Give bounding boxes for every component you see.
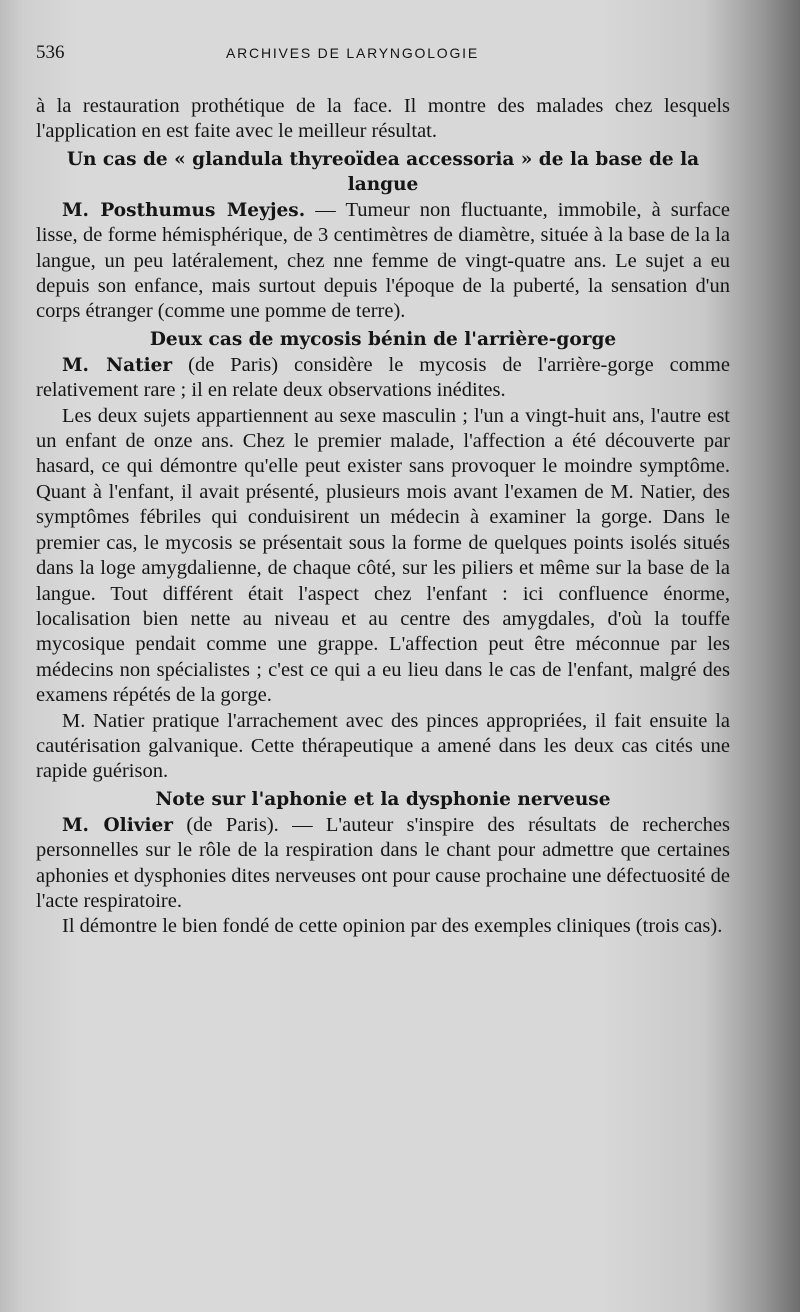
section-heading-mycosis: Deux cas de mycosis bénin de l'arrière-gorge <box>149 328 617 350</box>
paragraph-body: (de Paris). — L'auteur s'inspire des résultats de recherches personnelles sur le rôle de la respiration dans le chant pour admettre que certaines aphonies et dysphonies dites nerveuses ont pour cause prochaine une défectuosité de l'acte respiratoire. <box>36 813 730 912</box>
paragraph-treatment: M. Natier pratique l'arrachement avec des pinces appropriées, il fait ensuite la cautérisation galvanique. Cette thérapeutique a amené dans les deux cas cités une rapide guérison. <box>36 709 730 783</box>
paragraph-continuation: à la restauration prothétique de la face. Il montre des malades chez lesquels l'application en est faite avec le meilleur résultat. <box>36 95 730 143</box>
paragraph-natier-intro <box>36 353 730 404</box>
paragraph-conclusion: Il démontre le bien fondé de cette opinion par des exemples cliniques (trois cas). <box>62 915 723 938</box>
page-text <box>36 40 730 940</box>
speaker-name: M. Natier <box>62 354 173 376</box>
page-number: 536 <box>36 42 65 63</box>
paragraph-body: — Tumeur non fluctuante, immobile, à surface lisse, de forme hémisphérique, de 3 centimètres de diamètre, située à la base de la la langue, un peu latéralement, chez nne femme de vingt-quatre ans. Le sujet a eu depuis son enfance, mais surtout depuis l'époque de la puberté, la sensation d'un corps étranger (comme une pomme de terre). <box>36 198 730 323</box>
running-title: ARCHIVES DE LARYNGOLOGIE <box>226 45 480 61</box>
speaker-name: M. Posthumus Meyjes. <box>62 199 306 221</box>
paragraph-olivier <box>36 813 730 915</box>
page-header <box>36 40 730 80</box>
section-heading-aphonie: Note sur l'aphonie et la dysphonie nerveuse <box>155 788 611 810</box>
paragraph-two-subjects: Les deux sujets appartiennent au sexe masculin ; l'un a vingt-huit ans, l'autre est un enfant de onze ans. Chez le premier malade, l'affection a été découverte par hasard, ce qui démontre qu'elle peut exister sans provoquer le moindre symptôme. Quant à l'enfant, il avait présenté, plusieurs mois avant l'examen de M. Natier, des symptômes fébriles qui conduisirent un médecin à examiner la gorge. Dans le premier cas, le mycosis se présentait sous la forme de quelques points isolés situés dans la loge amygdalienne, de chaque côté, sur les piliers et même sur la base de la langue. Tout différent était l'aspect chez l'enfant : ici confluence énorme, localisation bien nette au niveau et au centre des amygdales, d'où la touffe mycosique pendait comme une grappe. L'affection peut être méconnue par les médecins non spécialistes ; c'est ce qui a eu lieu dans le cas de l'enfant, malgré des examens répétés de la gorge. <box>36 404 730 707</box>
paragraph-posthumus <box>36 198 730 325</box>
speaker-name: M. Olivier <box>62 814 174 836</box>
section-heading-glandula: Un cas de « glandula thyreoïdea accessoria » de la base de la langue <box>66 148 700 195</box>
paragraph-body: (de Paris) considère le mycosis de l'arrière-gorge comme relativement rare ; il en relate deux observations inédites. <box>36 353 730 402</box>
